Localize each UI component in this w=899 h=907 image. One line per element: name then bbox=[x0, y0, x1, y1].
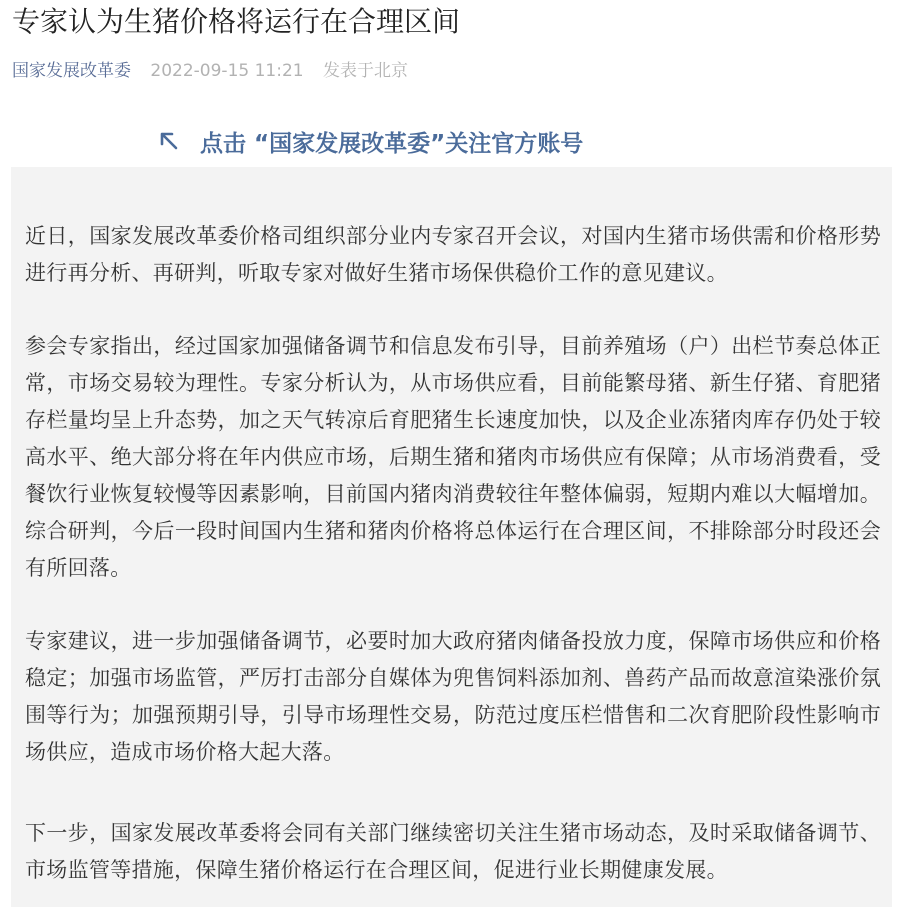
follow-account-banner[interactable] bbox=[158, 124, 583, 158]
account-name-link[interactable]: 国家发展改革委 bbox=[12, 61, 131, 81]
paragraph-4: 下一步，国家发展改革委将会同有关部门继续密切关注生猪市场动态，及时采取储备调节、市场监管等措施，保障生猪价格运行在合理区间，促进行业长期健康发展。 bbox=[25, 821, 881, 882]
paragraph-2: 参会专家指出，经过国家加强储备调节和信息发布引导，目前养殖场（户）出栏节奏总体正常，市场交易较为理性。专家分析认为，从市场供应看，目前能繁母猪、新生仔猪、育肥猪存栏量均呈上升态势，加之天气转凉后育肥猪生长速度加快，以及企业冻猪肉库存仍处于较高水平、绝大部分将在年内供应市场，后期生猪和猪肉市场供应有保障；从市场消费看，受餐饮行业恢复较慢等因素影响，目前国内猪肉消费较往年整体偏弱，短期内难以大幅增加。综合研判，今后一段时间国内生猪和猪肉价格将总体运行在合理区间，不排除部分时段还会有所回落。 bbox=[25, 334, 881, 580]
publish-time: 2022-09-15 11:21 bbox=[150, 61, 304, 81]
arrow-up-left-icon bbox=[158, 130, 180, 152]
paragraph-1: 近日，国家发展改革委价格司组织部分业内专家召开会议，对国内生猪市场供需和价格形势进行再分析、再研判，听取专家对做好生猪市场保供稳价工作的意见建议。 bbox=[25, 224, 881, 285]
paragraph-3: 专家建议，进一步加强储备调节，必要时加大政府猪肉储备投放力度，保障市场供应和价格稳定；加强市场监管，严厉打击部分自媒体为兜售饲料添加剂、兽药产品而故意渲染涨价氛围等行为；加强预期引导，引导市场理性交易，防范过度压栏惜售和二次育肥阶段性影响市场供应，造成市场价格大起大落。 bbox=[25, 629, 881, 764]
article-body bbox=[11, 167, 892, 907]
article-title: 专家认为生猪价格将运行在合理区间 bbox=[12, 5, 461, 38]
publish-location: 发表于北京 bbox=[323, 61, 409, 81]
article-meta bbox=[12, 58, 408, 84]
follow-banner-text: 点击 “国家发展改革委”关注官方账号 bbox=[200, 130, 584, 157]
